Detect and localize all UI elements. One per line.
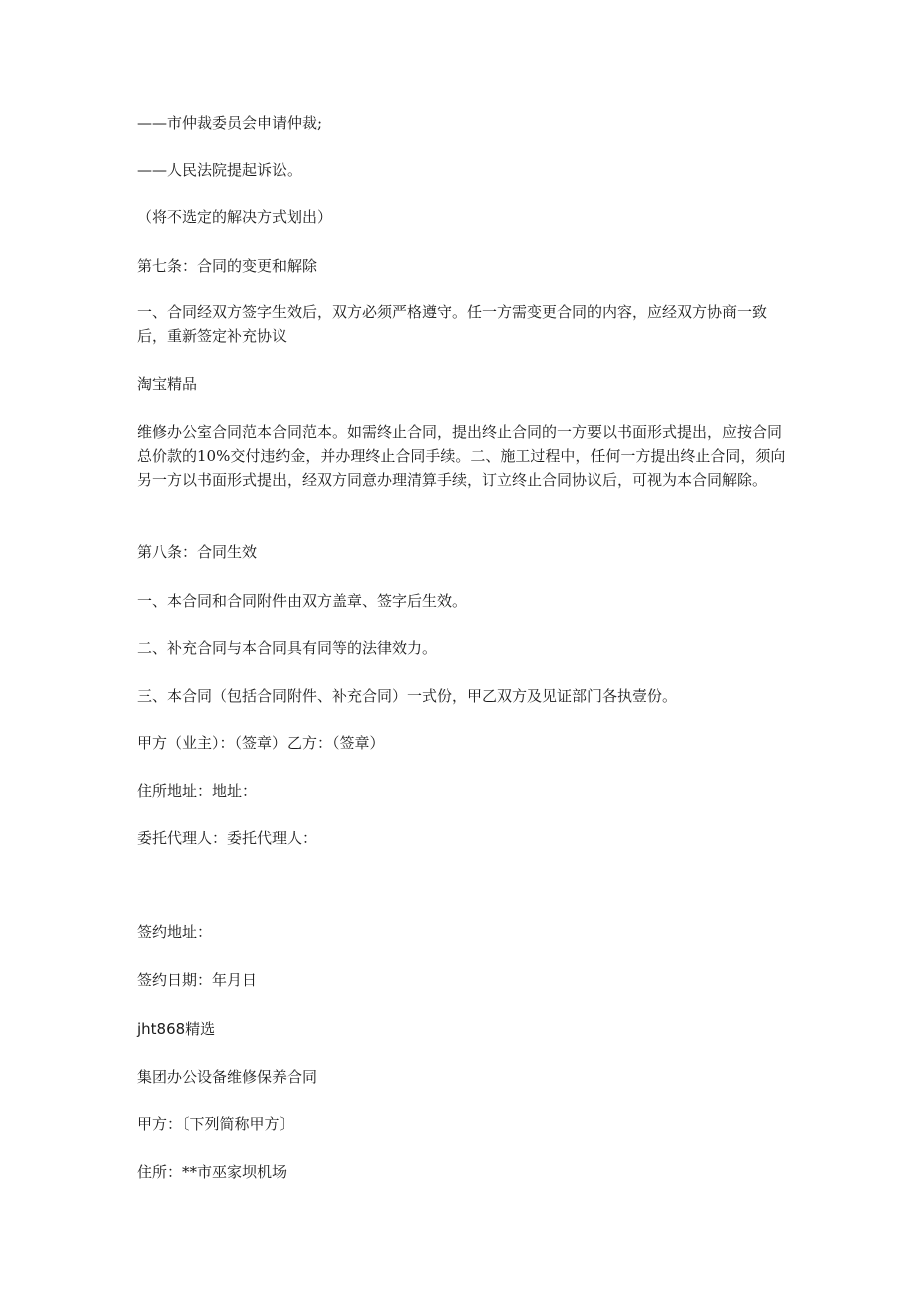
article-8-clause-3: 三、本合同（包括合同附件、补充合同）一式份，甲乙双方及见证部门各执壹份。 [137,687,678,705]
residence-line: 住所：**市巫家坝机场 [137,1163,288,1181]
watermark-text: 淘宝精品 [137,375,198,393]
dispute-note: （将不选定的解决方式划出） [137,208,333,226]
agent-line: 委托代理人：委托代理人： [137,829,318,847]
termination-paragraph: 维修办公室合同范本合同范本。如需终止合同，提出终止合同的一方要以书面形式提出，应按合同总价款的10%交付违约金，并办理终止合同手续。二、施工过程中，任何一方提出终止合同，须向另一方以书面形式提出，经双方同意办理清算手续，订立终止合同协议后，可视为本合同解除。 [137,423,786,489]
party-signatures: 甲方（业主）：（签章）乙方：（签章） [137,734,385,752]
source-tag: jht868精选 [137,1020,216,1038]
address-line: 住所地址：地址： [137,782,258,800]
article-8-clause-2: 二、补充合同与本合同具有同等的法律效力。 [137,639,438,657]
article-8-heading: 第八条：合同生效 [137,543,258,561]
article-7-clause-1: 一、合同经双方签字生效后，双方必须严格遵守。任一方需变更合同的内容，应经双方协商一致后，重新签定补充协议 [137,303,768,345]
article-7-heading: 第七条：合同的变更和解除 [137,257,318,275]
contract-title: 集团办公设备维修保养合同 [137,1068,318,1086]
litigation-option: ——人民法院提起诉讼。 [137,161,303,179]
article-8-clause-1: 一、本合同和合同附件由双方盖章、签字后生效。 [137,592,468,610]
party-a-line: 甲方：〔下列简称甲方〕 [137,1115,295,1133]
signing-address: 签约地址： [137,923,213,941]
signing-date: 签约日期：年月日 [137,971,258,989]
arbitration-option: ——市仲裁委员会申请仲裁; [137,114,323,132]
